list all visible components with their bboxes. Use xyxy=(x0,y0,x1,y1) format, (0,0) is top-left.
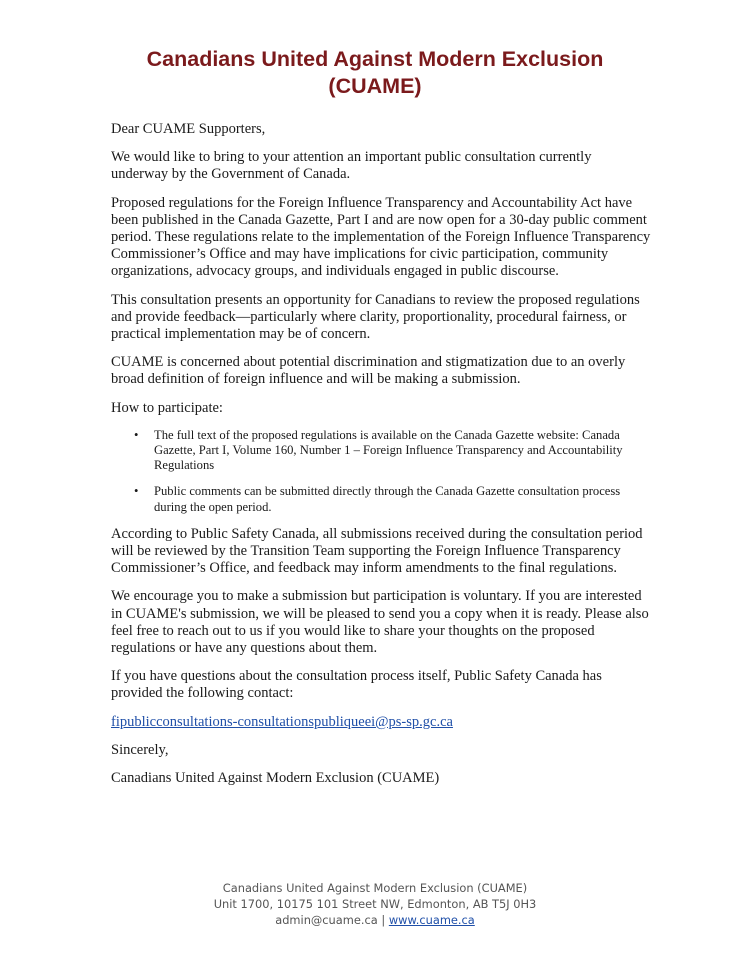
list-item xyxy=(134,484,651,514)
participation-list xyxy=(111,428,651,515)
paragraph-intro: We would like to bring to your attention an important public consultation currently underway by the Government of Canada. xyxy=(111,149,592,183)
title-line-1: Canadians United Against Modern Exclusion xyxy=(146,47,604,71)
footer-org-name: Canadians United Against Modern Exclusion (CUAME) xyxy=(222,881,528,895)
footer-contact-line xyxy=(0,912,750,928)
paragraph-regulations: Proposed regulations for the Foreign Influence Transparency and Accountability Act have been published in the Canada Gazette, Part I and are now open for a 30-day public comment period. These regulations relate to the implementation of the Foreign Influence Transparency Commissioner’s Office and may have implications for civic participation, community organizations, advocacy groups, and individuals engaged in public discourse. xyxy=(111,194,651,280)
title-line-2: (CUAME) xyxy=(328,74,422,98)
letter-body xyxy=(111,121,651,798)
paragraph-concern: CUAME is concerned about potential discrimination and stigmatization due to an overly broad definition of foreign influence and will be making a submission. xyxy=(111,354,626,388)
contact-email-link[interactable]: fipublicconsultations-consultationspubliqueei@ps-sp.gc.ca xyxy=(111,713,453,730)
salutation: Dear CUAME Supporters, xyxy=(111,121,266,137)
contact-email-line xyxy=(111,714,651,731)
list-item-text: The full text of the proposed regulations is available on the Canada Gazette website: Canada Gazette, Part I, Volume 160, Number 1 – Foreign Influence Transparency and Accountability Regulations xyxy=(154,427,623,473)
paragraph-encourage: We encourage you to make a submission but participation is voluntary. If you are interested in CUAME's submission, we will be pleased to send you a copy when it is ready. Please also feel free to reach out to us if you would like to share your thoughts on the proposed regulations or have any questions about them. xyxy=(111,588,649,657)
footer-email: admin@cuame.ca xyxy=(275,913,378,927)
how-to-participate-heading: How to participate: xyxy=(111,399,223,416)
footer-address: Unit 1700, 10175 101 Street NW, Edmonton, AB T5J 0H3 xyxy=(213,897,537,911)
footer-website-link[interactable]: www.cuame.ca xyxy=(388,913,475,927)
paragraph-contact-intro: If you have questions about the consultation process itself, Public Safety Canada has provided the following contact: xyxy=(111,668,602,702)
signature: Canadians United Against Modern Exclusion (CUAME) xyxy=(111,770,440,787)
bullet-icon: • xyxy=(134,427,139,442)
bullet-icon: • xyxy=(134,484,139,499)
footer xyxy=(0,880,750,928)
closing: Sincerely, xyxy=(111,741,169,758)
footer-separator: | xyxy=(381,913,386,927)
list-item-text: Public comments can be submitted directly through the Canada Gazette consultation process during the open period. xyxy=(154,484,621,514)
list-item xyxy=(134,427,651,474)
paragraph-review: According to Public Safety Canada, all submissions received during the consultation period will be reviewed by the Transition Team supporting the Foreign Influence Transparency Commissioner’s Office, and feedback may inform amendments to the final regulations. xyxy=(111,525,643,577)
page-title xyxy=(60,46,690,100)
paragraph-opportunity: This consultation presents an opportunity for Canadians to review the proposed regulations and provide feedback—particularly where clarity, proportionality, procedural fairness, or practical implementation may be of concern. xyxy=(111,291,640,343)
